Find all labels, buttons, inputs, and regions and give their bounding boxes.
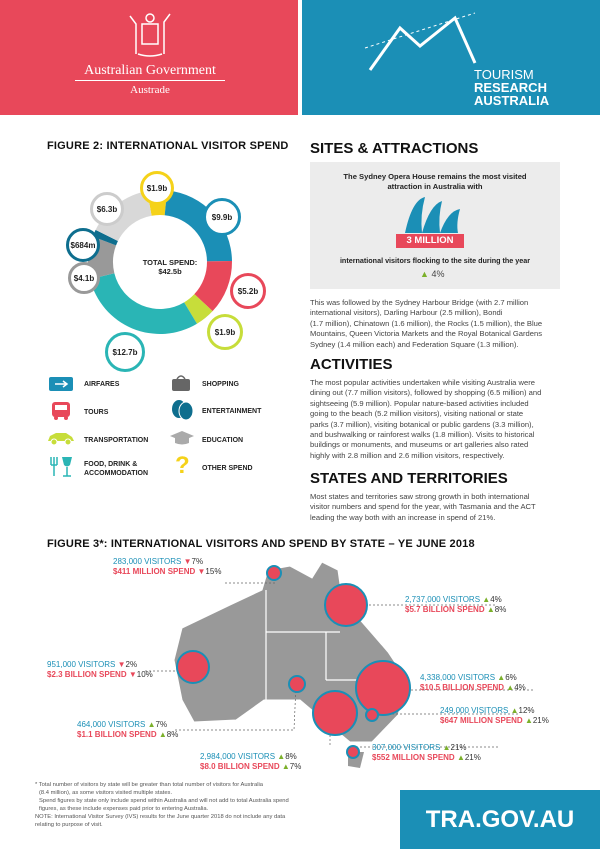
legend-tours: TOURS <box>84 409 109 416</box>
sites-heading: SITES & ATTRACTIONS <box>310 140 479 157</box>
state-label-wa: 951,000 VISITORS ▼2% $2.3 BILLION SPEND ▼10% <box>47 660 153 679</box>
state-label-vic: 2,984,000 VISITORS ▲8% $8.0 BILLION SPEND ▲7% <box>200 752 302 771</box>
opera-house-caption: international visitors flocking to the site during the year <box>339 256 531 265</box>
donut-slice-4 <box>90 273 197 334</box>
bubble-education: $4.1b <box>68 262 100 294</box>
figure2-title: FIGURE 2: INTERNATIONAL VISITOR SPEND <box>47 140 289 152</box>
state-label-sa: 464,000 VISITORS ▲7% $1.1 BILLION SPEND ▲8% <box>77 720 179 739</box>
states-paragraph: Most states and territories saw strong growth in both international visitor numbers and spend for the year, with Tasmania and the ACT leading the way both with an increase in spend of 21%. <box>310 492 536 522</box>
state-label-act: 249,000 VISITORS ▲12% $647 MILLION SPEND ▲21% <box>440 706 549 725</box>
car-icon <box>46 430 76 446</box>
state-bubble-nsw <box>355 660 411 716</box>
tra-logo-icon <box>360 8 480 78</box>
legend-shopping: SHOPPING <box>202 381 239 388</box>
legend-airfares: AIRFARES <box>84 381 120 388</box>
graduation-cap-icon <box>168 430 196 446</box>
states-heading: STATES AND TERRITORIES <box>310 470 508 487</box>
bubble-food-accommodation: $12.7b <box>105 332 145 372</box>
bubble-tours: $5.2b <box>230 273 266 309</box>
legend-transportation: TRANSPORTATION <box>84 437 149 444</box>
bubble-other-spend: $1.9b <box>140 171 174 205</box>
airfares-icon <box>48 376 74 392</box>
state-label-qld: 2,737,000 VISITORS ▲4% $5.7 BILLION SPEND ▲8% <box>405 595 507 614</box>
bubble-shopping: $6.3b <box>90 192 124 226</box>
bubble-entertainment: $684m <box>66 228 100 262</box>
legend-entertainment: ENTERTAINMENT <box>202 408 262 415</box>
legend-education: EDUCATION <box>202 437 244 444</box>
tra-logo-text: TOURISM RESEARCH AUSTRALIA <box>474 67 550 108</box>
activities-heading: ACTIVITIES <box>310 356 393 373</box>
coat-of-arms-icon <box>118 10 182 60</box>
state-bubble-act <box>365 708 379 722</box>
state-label-nt: 283,000 VISITORS ▼7% $411 MILLION SPEND ▼15% <box>113 557 222 576</box>
state-label-nsw: 4,338,000 VISITORS ▲6% $10.5 BILLION SPEND ▲4% <box>420 673 526 692</box>
state-bubble-nt-north <box>266 565 282 581</box>
state-bubble-sa-small <box>288 675 306 693</box>
state-bubble-qld <box>324 583 368 627</box>
state-bubble-wa <box>176 650 210 684</box>
food-drink-icon <box>48 456 76 478</box>
opera-house-growth: ▲ 4% <box>420 269 445 279</box>
bus-icon <box>50 401 72 421</box>
theatre-masks-icon <box>170 399 194 421</box>
state-bubble-vic <box>312 690 358 736</box>
state-bubble-tas <box>346 745 360 759</box>
bubble-airfares: $9.9b <box>203 198 241 236</box>
website-url-link[interactable]: TRA.GOV.AU <box>400 790 600 849</box>
opera-house-text: The Sydney Opera House remains the most visited attraction in Australia with <box>343 172 527 191</box>
footnotes: * Total number of visitors by state will be greater than total number of visitors for Australia (8.4 million), as some visitors visited multiple states. Spend figures by state only include spend within Australia and will not add to total Australia spend figures, as these include expenses paid prior to entering Australia. NOTE: International Visitor Survey (IVS) results for the June quarter 2018 do not include any data relating to purpose of visit. <box>35 782 289 828</box>
question-mark-icon: ? <box>175 452 190 479</box>
opera-house-icon <box>400 195 470 235</box>
figure3-title: FIGURE 3*: INTERNATIONAL VISITORS AND SPEND BY STATE – YE JUNE 2018 <box>47 538 475 550</box>
sites-paragraph: This was followed by the Sydney Harbour Bridge (with 2.7 million international visitors), Darling Harbour (2.5 million), Bondi (1.7 million), Chinatown (1.6 million), the Rocks (1.5 million), the Blue Mountains, Queen Victoria Markets and the Royal Botanical Gardens Sydney (1.4 million each) and Federation Square (1.3 million). <box>310 298 543 349</box>
shopping-icon <box>170 374 192 392</box>
bubble-transportation: $1.9b <box>207 314 243 350</box>
legend-other-spend: OTHER SPEND <box>202 465 253 472</box>
gov-subtitle: Austrade <box>75 80 225 96</box>
total-spend-label: TOTAL SPEND: $42.5b <box>142 258 198 276</box>
three-million-badge: 3 MILLION <box>396 234 464 248</box>
gov-title: Australian Government <box>84 63 216 78</box>
state-label-tas: 307,000 VISITORS ▲21% $552 MILLION SPEND ▲21% <box>372 743 481 762</box>
legend-food-accommodation: FOOD, DRINK & ACCOMMODATION <box>84 461 149 477</box>
activities-paragraph: The most popular activities undertaken while visiting Australia were dining out (7.7 million visitors), followed by shopping (6.5 million) and sightseeing (5.9 million). Popular nature-based activities included going to the beach (5.2 million visitors), visiting national or state parks (3.7 million), visiting botanical or public gardens (3.3 million), and bushwalking or rainforest walks (1.8 million). Visits to historical buildings or monuments, and museums or art galleries also rated highly with 2.8 million and 2.6 million visitors, respectively. <box>310 378 542 460</box>
